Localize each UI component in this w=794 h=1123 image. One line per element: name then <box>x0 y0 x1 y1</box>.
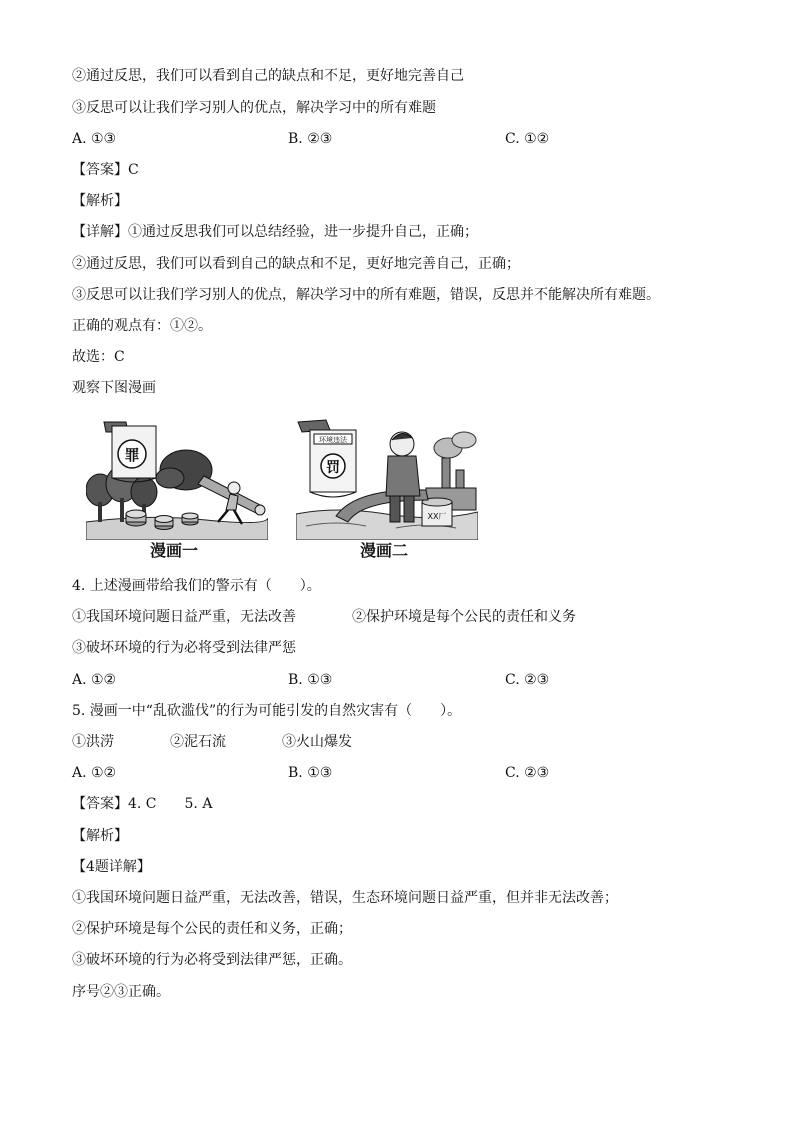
detail-text: ①通过反思我们可以总结经验，进一步提升自己，正确； <box>128 224 478 240</box>
q3-option-c: C. ①② <box>505 131 550 147</box>
q3-statement-2: ②通过反思，我们可以看到自己的缺点和不足，更好地完善自己 <box>72 68 464 84</box>
detail-tag: 【详解】 <box>72 224 128 240</box>
q3-detail-2: ②通过反思，我们可以看到自己的缺点和不足，更好地完善自己，正确； <box>72 256 520 272</box>
q4-statement-2: ②保护环境是每个公民的责任和义务 <box>352 609 576 625</box>
comic-one-stamp: 罪 <box>124 446 140 464</box>
q4-option-b: B. ①③ <box>288 672 333 688</box>
q4-statement-3: ③破坏环境的行为必将受到法律严惩 <box>72 640 296 656</box>
q3-option-b: B. ②③ <box>288 131 333 147</box>
q5-option-c: C. ②③ <box>505 765 550 781</box>
answer-value: 4. C 5. A <box>128 796 213 812</box>
q3-detail-3: ③反思可以让我们学习别人的优点，解决学习中的所有难题，错误，反思并不能解决所有难题。 <box>72 287 660 303</box>
barrel-label: XX厂 <box>427 512 447 521</box>
waste-barrel-icon <box>422 498 452 526</box>
q4-detail-tag: 【4题详解】 <box>72 859 151 875</box>
q45-analysis-tag: 【解析】 <box>72 828 128 844</box>
q5-statement-2: ②泥石流 <box>170 734 226 750</box>
q3-statement-3: ③反思可以让我们学习别人的优点，解决学习中的所有难题 <box>72 100 436 116</box>
q5-option-a: A. ①② <box>72 765 117 781</box>
comic-one-image <box>86 418 268 540</box>
q3-correct: 正确的观点有：①②。 <box>72 318 212 334</box>
hand-with-paper-icon <box>104 422 156 482</box>
q3-choose: 故选：C <box>72 349 125 365</box>
q4-option-a: A. ①② <box>72 672 117 688</box>
answer-tag: 【答案】 <box>72 796 128 812</box>
comic-two-image <box>296 418 478 540</box>
q4-detail-2: ②保护环境是每个公民的责任和义务，正确； <box>72 921 352 937</box>
q4-stem: 4. 上述漫画带给我们的警示有（ ）。 <box>72 578 321 594</box>
q4-detail-conclusion: 序号②③正确。 <box>72 984 170 1000</box>
q45-answer-line <box>72 794 212 814</box>
comic-two-stamp: 罚 <box>326 460 340 476</box>
q5-stem: 5. 漫画一中“乱砍滥伐”的行为可能引发的自然灾害有（ ）。 <box>72 703 462 719</box>
comic-one-caption: 漫画一 <box>150 541 199 560</box>
q3-detail-1 <box>72 222 478 242</box>
q5-statement-3: ③火山爆发 <box>282 734 352 750</box>
q5-statement-1: ①洪涝 <box>72 734 114 750</box>
q4-detail-3: ③破坏环境的行为必将受到法律严惩，正确。 <box>72 952 352 968</box>
answer-value: C <box>128 162 139 178</box>
comics-intro: 观察下图漫画 <box>72 380 156 396</box>
q3-analysis-tag: 【解析】 <box>72 193 128 209</box>
q4-option-c: C. ②③ <box>505 672 550 688</box>
q3-answer-line <box>72 160 139 180</box>
comic-two-caption: 漫画二 <box>360 541 409 560</box>
q3-option-a: A. ①③ <box>72 131 117 147</box>
q5-option-b: B. ①③ <box>288 765 333 781</box>
q4-detail-1: ①我国环境问题日益严重，无法改善，错误，生态环境问题日益严重，但并非无法改善； <box>72 890 618 906</box>
q4-statement-1: ①我国环境问题日益严重，无法改善 <box>72 609 296 625</box>
scroll-label: 环境违法 <box>319 436 347 444</box>
answer-tag: 【答案】 <box>72 162 128 178</box>
